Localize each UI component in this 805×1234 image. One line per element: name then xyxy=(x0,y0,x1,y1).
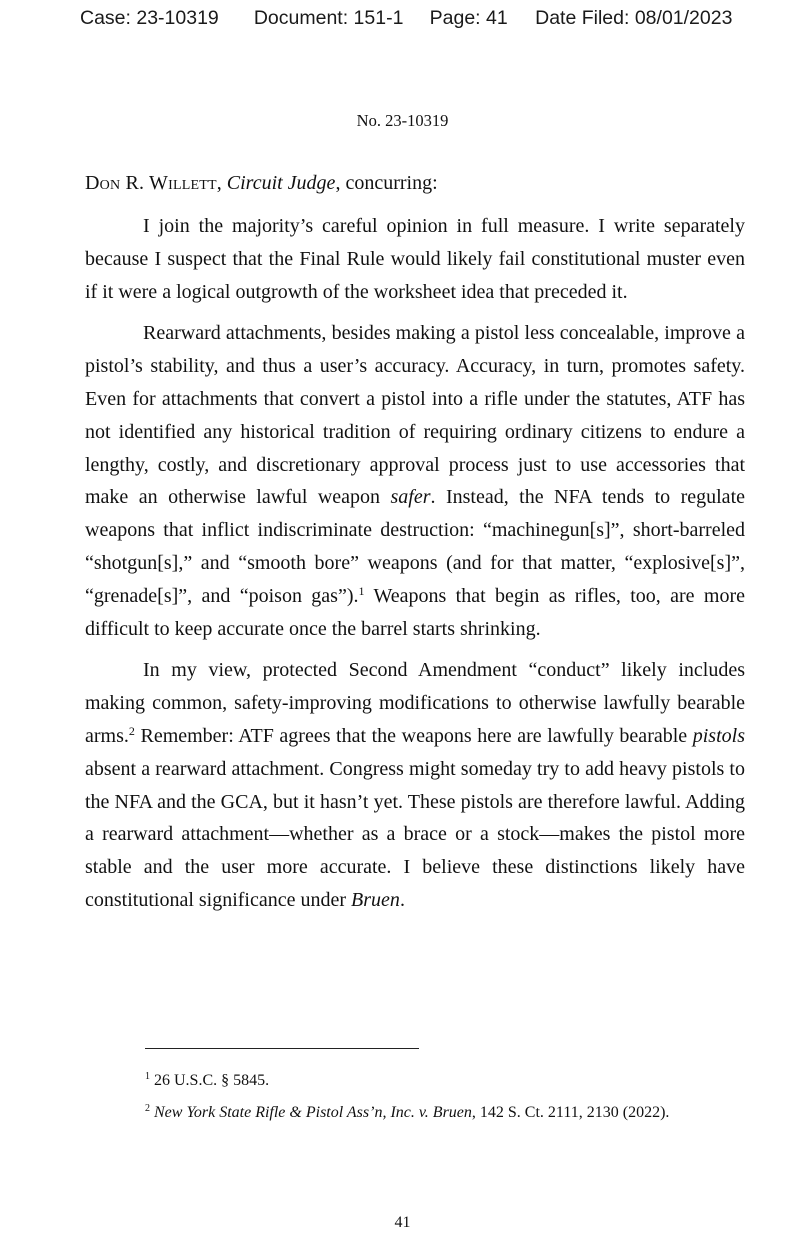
paragraph-3 xyxy=(85,654,745,916)
footnotes xyxy=(145,1065,745,1129)
opinion-body xyxy=(85,210,745,917)
paragraph-3-text-d: absent a rearward attachment. Congress might someday try to add heavy pistols to the NFA and the GCA, but it hasn’t yet. These pistols are therefore lawful. Adding a rearward attachment—whether as a brace or a stock—makes the pistol more stable and the user more accurate. I believe these distinctions likely have constitutional significance under xyxy=(85,757,745,911)
paragraph-2-text-a: Rearward attachments, besides making a pistol less concealable, improve a pistol’s stability, and thus a user’s accuracy. Accuracy, in turn, promotes safety. Even for attachments that convert a pistol into a rifle under the statutes, ATF has not identified any historical tradition of requiring ordinary citizens to endure a lengthy, costly, and discretionary approval process just to use accessories that make an otherwise lawful weapon xyxy=(85,322,745,509)
paragraph-3-italic-pistols: pistols xyxy=(692,724,745,747)
footnote-1-text: 26 U.S.C. § 5845. xyxy=(150,1072,270,1089)
page-label: Page: 41 xyxy=(429,7,508,29)
paragraph-3-text-a: In my view, protected Second Amendment “conduct” likely includes making common, safety-improving modifications to otherwise lawfully bearable arms. xyxy=(85,659,745,747)
footnote-separator xyxy=(145,1048,419,1049)
footnote-2-case-name: New York State Rifle & Pistol Ass’n, Inc. v. Bruen xyxy=(154,1104,472,1121)
paragraph-2-text-d: Weapons that begin as rifles, too, are more difficult to keep accurate once the barrel starts shrinking. xyxy=(85,584,745,640)
case-number: Case: 23-10319 xyxy=(80,7,219,29)
date-filed: Date Filed: 08/01/2023 xyxy=(535,7,733,29)
judge-comma: , xyxy=(216,172,227,194)
footnote-2-citation: , 142 S. Ct. 2111, 2130 (2022). xyxy=(471,1104,670,1121)
paragraph-2 xyxy=(85,317,745,645)
paragraph-2-italic-safer: safer xyxy=(390,486,431,509)
paragraph-3-italic-bruen: Bruen xyxy=(351,888,400,911)
footnote-1 xyxy=(145,1065,745,1097)
paragraph-3-text-f: . xyxy=(399,888,405,911)
footnote-1-number: 1 xyxy=(145,1071,150,1082)
opinion-role: , concurring: xyxy=(335,172,438,194)
paragraph-1-text: I join the majority’s careful opinion in full measure. I write separately because I suspect that the Final Rule would likely fail constitutional muster even if it were a logical outgrowth of the worksheet idea that preceded it. xyxy=(85,215,745,303)
document-number: Document: 151-1 xyxy=(253,7,404,29)
opinion-heading xyxy=(85,172,438,195)
page-number: 41 xyxy=(394,1214,411,1231)
case-header xyxy=(80,7,750,30)
footnote-ref-2: 2 xyxy=(128,723,135,738)
footnote-ref-1: 1 xyxy=(358,583,365,598)
judge-title: Circuit Judge xyxy=(226,172,336,194)
paragraph-1 xyxy=(85,210,745,308)
footnote-2 xyxy=(145,1097,745,1129)
paragraph-2-text-c: . Instead, the NFA tends to regulate weapons that inflict indiscriminate destruction: “machinegun[s]”, short-barreled “shotgun[s],” and “smooth bore” weapons (and for that matter, “explosive[s]”, “grenade[s]”, and “poison gas”). xyxy=(85,486,745,607)
judge-name: Don R. Willett xyxy=(85,172,217,194)
paragraph-3-text-b: Remember: ATF agrees that the weapons here are lawfully bearable xyxy=(134,724,693,747)
footnote-2-number: 2 xyxy=(145,1103,150,1114)
docket-number: No. 23-10319 xyxy=(356,111,449,130)
